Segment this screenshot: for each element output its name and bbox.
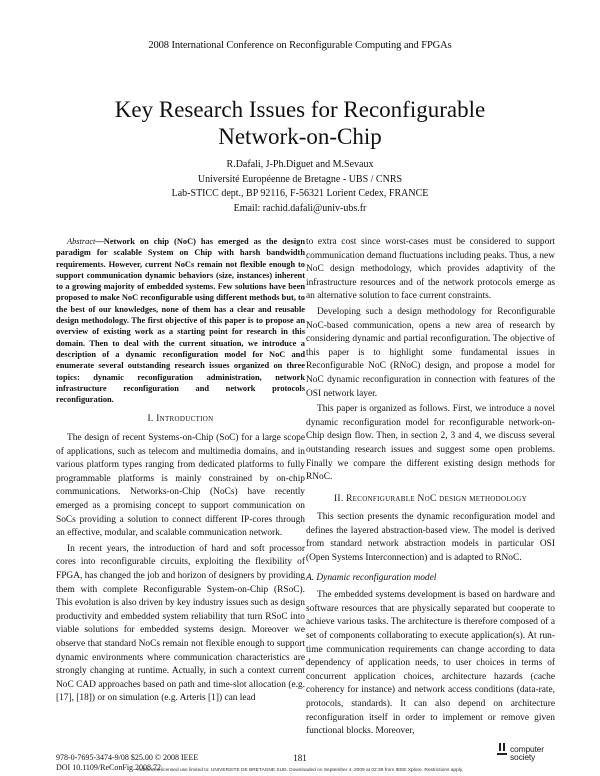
section-heading-methodology: II. Reconfigurable NoC design methodology <box>333 493 528 504</box>
left-column <box>56 236 305 708</box>
paragraph: Developing such a design methodology for Reconfigurable NoC-based communication, opens a new area of research by considering dynamic and partial reconfiguration. The objective of this paper is to highlight some fundamental issues in Reconfigurable NoC (RNoC) design, and propose a model for NoC dynamic reconfiguration in connection with features of the OSI network layer. <box>306 306 555 399</box>
computer-society-logo <box>496 741 548 769</box>
paragraph: The design of recent Systems-on-Chip (SoC) for a large scope of applications, such as telecom and multimedia domains, and in various platform types ranging from dedicated platforms to fully programmable platforms is mainly constrained by on-chip communications. Networks-on-Chip (NoCs) have recently emerged as a promising concept to support communication on SoCs providing a solution to connect different IP-cores through an effective, modular, and scalable communication network. <box>56 433 305 539</box>
footer-isbn: 978-0-7695-3474-9/08 $25.00 © 2008 IEEE <box>56 753 199 762</box>
abstract-label: Abstract <box>67 237 96 246</box>
abstract <box>56 236 305 405</box>
affiliation-lab: Lab-STICC dept., BP 92116, F-56321 Lorient Cedex, FRANCE <box>171 188 429 199</box>
section-heading-introduction: I. Introduction <box>147 414 214 425</box>
logo-text <box>510 745 544 761</box>
computer-society-icon <box>496 741 510 763</box>
right-column <box>306 236 555 741</box>
paragraph: This paper is organized as follows. First, we introduce a novel dynamic reconfiguration model for reconfigurable network-on-Chip design flow. Then, in section 2, 3 and 4, we discuss several outstanding research issues and suggest some open problems. Finally we compare the different existing design methods for RNoC. <box>306 404 555 483</box>
abstract-text: —Network on chip (NoC) has emerged as the design paradigm for scalable System on Chip with harsh bandwidth requirements. However, current NoCs remain not flexible enough to support communication dynamic behaviors (size, instances) inherent to a growing majority of embedded systems. Few solutions have been proposed to make NoC reconfigurable using different methods but, to the best of our knowledges, none of them has a clear and reusable design methodology. The first objective of this paper is to propose an overview of existing work as a starting point for research in this domain. Then to deal with the current situation, we introduce a description of a dynamic reconfiguration model for NoC and enumerate several outstanding research issues organized on three topics: dynamic reconfiguration administration, network infrastructure reconfiguration and network protocols reconfiguration. <box>56 237 305 405</box>
title-line-2: Network-on-Chip <box>218 124 382 149</box>
paragraph: In recent years, the introduction of hard and soft processor cores into reconfigurable circuits, exploiting the flexibility of FPGA, has changed the job and horizon of designers by providing them with complete Reconfigurable System-on-Chip (RSoC). This evolution is also driven by key industry issues such as design productivity and embedded system reliability that turn RSoC into viable solutions for embedded systems design. Moreover we observe that standard NoCs remain not flexible enough to support dynamic environments where communication characteristics are strongly changing at runtime. Actually, in such a context current NoC CAD approaches based on path and time-slot allocation (e.g. [17], [18]) or on simulation (e.g. Arteris [1]) can lead <box>56 543 305 704</box>
author-email: Email: rachid.dafali@univ-ubs.fr <box>233 202 367 214</box>
author-block <box>0 158 600 216</box>
page-number: 181 <box>293 753 307 763</box>
logo-line-1: computer <box>510 744 544 754</box>
footer-doi: DOI 10.1109/ReConFig.2008.72 <box>56 763 162 772</box>
logo-line-2: society <box>510 752 536 762</box>
paper-title <box>60 96 540 150</box>
affiliation-university: Université Européenne de Bretagne - UBS / CNRS <box>197 173 403 185</box>
subsection-heading: A. Dynamic reconfiguration model <box>306 572 437 583</box>
paragraph: The embedded systems development is based on hardware and software resources that are physically separated but cooperate to achieve various tasks. The architecture is therefore composed of a set of components collaborating to execute application(s). At run-time communication requirements can change according to data dependency of application needs, to user choices in terms of concurrent application choices, architecture hazards (cache coherency for instance) and network access conditions (data-rate, protocols, standards). It can also depend on architecture reconfiguration itself in order to implement or remove given functional blocks. Moreover, <box>306 590 555 737</box>
conference-header: 2008 International Conference on Reconfigurable Computing and FPGAs <box>148 40 452 51</box>
license-notice: Authorized licensed use limited to: UNIVERSITE DE BRETAGNE SUD. Downloaded on September 4, 2009 at 02:39 from IEEE Xplore. Restrictions apply. <box>136 768 464 773</box>
title-line-1: Key Research Issues for Reconfigurable <box>114 97 486 122</box>
paragraph: to extra cost since worst-cases must be considered to support communication demand fluctuations including peaks. Thus, a new NoC design methodology, which provides adaptivity of the infrastructure resources and of the network protocols emerge as an alternative solution to face current constraints. <box>306 237 555 302</box>
paragraph: This section presents the dynamic reconfiguration model and defines the layered abstraction-based view. The model is derived from standard network abstraction models in particular OSI (Open Systems Interconnection) and is adapted to RNoC. <box>306 512 555 564</box>
author-names: R.Dafali, J-Ph.Diguet and M.Sevaux <box>226 159 374 170</box>
